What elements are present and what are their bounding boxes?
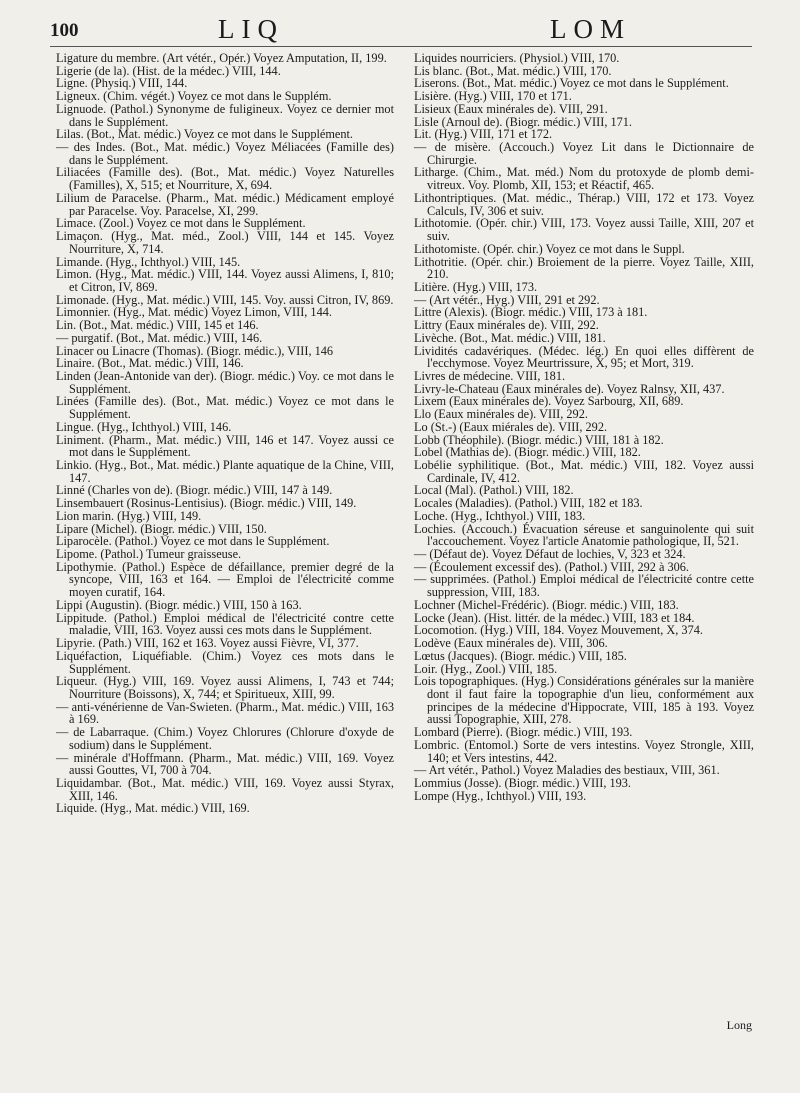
dictionary-entry: — des Indes. (Bot., Mat. médic.) Voyez Méliacées (Famille des) dans le Supplément.	[56, 140, 394, 167]
right-running-head: LOM	[550, 14, 631, 44]
dictionary-entry: Lisle (Arnoul de). (Biogr. médic.) VIII, 171.	[414, 114, 632, 129]
dictionary-entry: Ligne. (Physiq.) VIII, 144.	[56, 76, 188, 91]
dictionary-entry: Limace. (Zool.) Voyez ce mot dans le Supplément.	[56, 216, 306, 231]
dictionary-entry: Lisieux (Eaux minérales de). VIII, 291.	[414, 101, 608, 116]
dictionary-entry: Lobélie syphilitique. (Bot., Mat. médic.) VIII, 182. Voyez aussi Cardinale, IV, 412.	[414, 458, 754, 485]
catchword: Long	[726, 1018, 752, 1032]
dictionary-entry: Lipare (Michel). (Biogr. médic.) VIII, 150.	[56, 521, 267, 536]
dictionary-entry: Liliacées (Famille des). (Bot., Mat. médic.) Voyez Naturelles (Familles), X, 515; et Nourriture, X, 694.	[56, 165, 394, 193]
dictionary-entry: — Art vétér., Pathol.) Voyez Maladies des bestiaux, VIII, 361.	[414, 763, 720, 778]
dictionary-entry: Lipome. (Pathol.) Tumeur graisseuse.	[56, 547, 242, 562]
dictionary-entry: Lochies. (Accouch.) Évacuation séreuse et sanguinolente qui suit l'accouchement. Voyez l'article Anatomie pathologique, II, 521.	[414, 521, 754, 549]
dictionary-entry: Liquides nourriciers. (Physiol.) VIII, 170.	[414, 51, 620, 65]
dictionary-entry: Ligerie (de la). (Hist. de la médec.) VIII, 144.	[56, 63, 281, 78]
dictionary-entry: Loche. (Hyg., Ichthyol.) VIII, 183.	[414, 508, 586, 523]
dictionary-entry: Liquéfaction, Liquéfiable. (Chim.) Voyez ces mots dans le Supplément.	[56, 648, 394, 676]
dictionary-entry: Linsembauert (Rosinus-Lentisius). (Biogr. médic.) VIII, 149.	[56, 496, 357, 511]
dictionary-entry: Limande. (Hyg., Ichthyol.) VIII, 145.	[56, 254, 241, 269]
dictionary-entry: Limaçon. (Hyg., Mat. méd., Zool.) VIII, 144 et 145. Voyez Nourriture, X, 714.	[56, 229, 394, 256]
dictionary-entry: Lippitude. (Pathol.) Emploi médical de l'électricité contre cette maladie, VIII, 163. Voyez aussi ces mots dans le Supplément.	[56, 610, 394, 638]
dictionary-entry: Lithotomie. (Opér. chir.) VIII, 173. Voyez aussi Taille, XIII, 207 et suiv.	[414, 216, 754, 244]
dictionary-entry: Lividités cadavériques. (Médec. lég.) En quoi elles diffèrent de l'ecchymose. Voyez Meurtrissure, X, 95; et Mort, 319.	[414, 343, 754, 371]
left-running-head: LIQ	[218, 14, 284, 44]
dictionary-entry: Lixem (Eaux minérales de). Voyez Sarbourg, XII, 689.	[414, 394, 684, 409]
header-rule	[50, 46, 752, 47]
dictionary-entry: Linné (Charles von de). (Biogr. médic.) VIII, 147 à 149.	[56, 483, 333, 498]
dictionary-entry: Littre (Alexis). (Biogr. médic.) VIII, 173 à 181.	[414, 305, 648, 320]
dictionary-entry: Liquidambar. (Bot., Mat. médic.) VIII, 169. Voyez aussi Styrax, XIII, 146.	[56, 775, 394, 803]
page-header	[50, 14, 752, 48]
dictionary-entry: Livry-le-Chateau (Eaux minérales de). Voyez Ralnsy, XII, 437.	[414, 381, 725, 396]
dictionary-entry: Lois topographiques. (Hyg.) Considérations générales sur la manière dont il faut faire la topographie d'un lieu, conformément aux principes de la médecine d'Hippocrate, VIII, 185 à 193. Voyez aussi Topographie, XIII, 278.	[414, 674, 754, 727]
dictionary-entry: Litharge. (Chim., Mat. méd.) Nom du protoxyde de plomb demi-vitreux. Voy. Plomb, XII, 153; et Réactif, 465.	[414, 165, 754, 193]
dictionary-entry: Lo (St.-) (Eaux miérales de). VIII, 292.	[414, 419, 608, 434]
dictionary-entry: Ligneux. (Chim. végét.) Voyez ce mot dans le Supplém.	[56, 89, 332, 104]
dictionary-entry: Liparocèle. (Pathol.) Voyez ce mot dans le Supplément.	[56, 534, 330, 549]
dictionary-entry: Lit. (Hyg.) VIII, 171 et 172.	[414, 127, 553, 142]
dictionary-entry: — de Labarraque. (Chim.) Voyez Chlorures (Chlorure d'oxyde de sodium) dans le Supplément.	[56, 725, 394, 752]
left-column	[56, 52, 394, 815]
dictionary-entry: — minérale d'Hoffmann. (Pharm., Mat. médic.) VIII, 169. Voyez aussi Gouttes, VI, 700 à 704.	[56, 750, 394, 778]
dictionary-entry: Lilium de Paracelse. (Pharm., Mat. médic.) Médicament employé par Paracelse. Voy. Paracelse, XI, 299.	[56, 190, 394, 218]
dictionary-entry: Lombric. (Entomol.) Sorte de vers intestins. Voyez Strongle, XIII, 140; et Vers intestins, 442.	[414, 737, 754, 765]
page-number: 100	[50, 20, 79, 41]
dictionary-entry: Linden (Jean-Antonide van der). (Biogr. médic.) Voy. ce mot dans le Supplément.	[56, 368, 394, 396]
dictionary-entry: Ligature du membre. (Art vétér., Opér.) Voyez Amputation, II, 199.	[56, 51, 387, 65]
dictionary-entry: Llo (Eaux minérales de). VIII, 292.	[414, 407, 588, 422]
dictionary-entry: Linacer ou Linacre (Thomas). (Biogr. médic.), VIII, 146	[56, 343, 334, 358]
dictionary-entry: Lis blanc. (Bot., Mat. médic.) VIII, 170.	[414, 63, 612, 78]
dictionary-entry: — anti-vénérienne de Van-Swieten. (Pharm., Mat. médic.) VIII, 163 à 169.	[56, 699, 394, 727]
dictionary-entry: Locomotion. (Hyg.) VIII, 184. Voyez Mouvement, X, 374.	[414, 623, 703, 638]
dictionary-entry: Lithotomiste. (Opér. chir.) Voyez ce mot dans le Suppl.	[414, 241, 685, 256]
dictionary-entry: Liserons. (Bot., Mat. médic.) Voyez ce mot dans le Supplément.	[414, 76, 729, 91]
dictionary-entry: Lilas. (Bot., Mat. médic.) Voyez ce mot dans le Supplément.	[56, 127, 354, 142]
dictionary-entry: Lingue. (Hyg., Ichthyol.) VIII, 146.	[56, 419, 232, 434]
dictionary-entry: Lœtus (Jacques). (Biogr. médic.) VIII, 185.	[414, 648, 627, 663]
dictionary-entry: Lobel (Mathias de). (Biogr. médic.) VIII, 182.	[414, 445, 641, 460]
dictionary-entry: Local (Mal). (Pathol.) VIII, 182.	[414, 483, 574, 498]
dictionary-entry: Lin. (Bot., Mat. médic.) VIII, 145 et 146.	[56, 318, 259, 333]
dictionary-entry: — (Écoulement excessif des). (Pathol.) VIII, 292 à 306.	[414, 559, 690, 574]
dictionary-entry: Lignuode. (Pathol.) Synonyme de fuligineux. Voyez ce dernier mot dans le Supplément.	[56, 101, 394, 129]
dictionary-entry: Litière. (Hyg.) VIII, 173.	[414, 279, 538, 294]
dictionary-entry: Limonnier. (Hyg., Mat. médic) Voyez Limon, VIII, 144.	[56, 305, 332, 320]
dictionary-entry: Littry (Eaux minérales de). VIII, 292.	[414, 318, 599, 333]
dictionary-entry: Lithotritie. (Opér. chir.) Broiement de la pierre. Voyez Taille, XIII, 210.	[414, 254, 754, 282]
dictionary-entry: Livres de médecine. VIII, 181.	[414, 368, 566, 383]
dictionary-entry: Lompe (Hyg., Ichthyol.) VIII, 193.	[414, 788, 587, 803]
dictionary-entry: Lipothymie. (Pathol.) Espèce de défaillance, premier degré de la syncope, VIII, 163 et 164. — Emploi de l'électricité comme moyen curatif, 164.	[56, 559, 394, 600]
dictionary-entry: Locales (Maladies). (Pathol.) VIII, 182 et 183.	[414, 496, 643, 511]
dictionary-entry: Lommius (Josse). (Biogr. médic.) VIII, 193.	[414, 775, 631, 790]
dictionary-entry: Lochner (Michel-Frédéric). (Biogr. médic.) VIII, 183.	[414, 597, 679, 612]
dictionary-entry: Linaire. (Bot., Mat. médic.) VIII, 146.	[56, 356, 244, 371]
dictionary-entry: Locke (Jean). (Hist. littér. de la médec.) VIII, 183 et 184.	[414, 610, 695, 625]
dictionary-entry: Liniment. (Pharm., Mat. médic.) VIII, 146 et 147. Voyez aussi ce mot dans le Supplément.	[56, 432, 394, 460]
dictionary-entry: Linées (Famille des). (Bot., Mat. médic.) Voyez ce mot dans le Supplément.	[56, 394, 394, 422]
dictionary-entry: Limon. (Hyg., Mat. médic.) VIII, 144. Voyez aussi Alimens, I, 810; et Citron, IV, 869.	[56, 267, 394, 294]
dictionary-entry: Lobb (Théophile). (Biogr. médic.) VIII, 181 à 182.	[414, 432, 664, 447]
dictionary-entry: Liqueur. (Hyg.) VIII, 169. Voyez aussi Alimens, I, 743 et 744; Nourriture (Boissons), X, 744; et Spiritueux, XIII, 99.	[56, 674, 394, 701]
dictionary-entry: — supprimées. (Pathol.) Emploi médical de l'électricité contre cette suppression, VIII, 183.	[414, 572, 754, 600]
dictionary-entry: Liquide. (Hyg., Mat. médic.) VIII, 169.	[56, 801, 250, 816]
dictionary-entry: Lombard (Pierre). (Biogr. médic.) VIII, 193.	[414, 725, 633, 740]
dictionary-entry: Lion marin. (Hyg.) VIII, 149.	[56, 508, 202, 523]
right-column	[414, 52, 754, 802]
dictionary-entry: Lisière. (Hyg.) VIII, 170 et 171.	[414, 89, 572, 104]
dictionary-entry: Lipyrie. (Path.) VIII, 162 et 163. Voyez aussi Fièvre, VI, 377.	[56, 636, 359, 651]
dictionary-entry: Livèche. (Bot., Mat. médic.) VIII, 181.	[414, 330, 606, 345]
dictionary-entry: Lippi (Augustin). (Biogr. médic.) VIII, 150 à 163.	[56, 597, 302, 612]
dictionary-entry: — de misère. (Accouch.) Voyez Lit dans le Dictionnaire de Chirurgie.	[414, 140, 754, 167]
dictionary-entry: Lithontriptiques. (Mat. médic., Thérap.) VIII, 172 et 173. Voyez Calculs, IV, 306 et suiv.	[414, 190, 754, 218]
dictionary-entry: Loir. (Hyg., Zool.) VIII, 185.	[414, 661, 558, 676]
dictionary-entry: — purgatif. (Bot., Mat. médic.) VIII, 146.	[56, 330, 263, 345]
dictionary-entry: — (Art vétér., Hyg.) VIII, 291 et 292.	[414, 292, 600, 307]
dictionary-entry: Linkio. (Hyg., Bot., Mat. médic.) Plante aquatique de la Chine, VIII, 147.	[56, 458, 394, 485]
dictionary-entry: Limonade. (Hyg., Mat. médic.) VIII, 145. Voy. aussi Citron, IV, 869.	[56, 292, 394, 307]
dictionary-entry: Lodève (Eaux minérales de). VIII, 306.	[414, 636, 608, 651]
dictionary-entry: — (Défaut de). Voyez Défaut de lochies, V, 323 et 324.	[414, 547, 686, 562]
